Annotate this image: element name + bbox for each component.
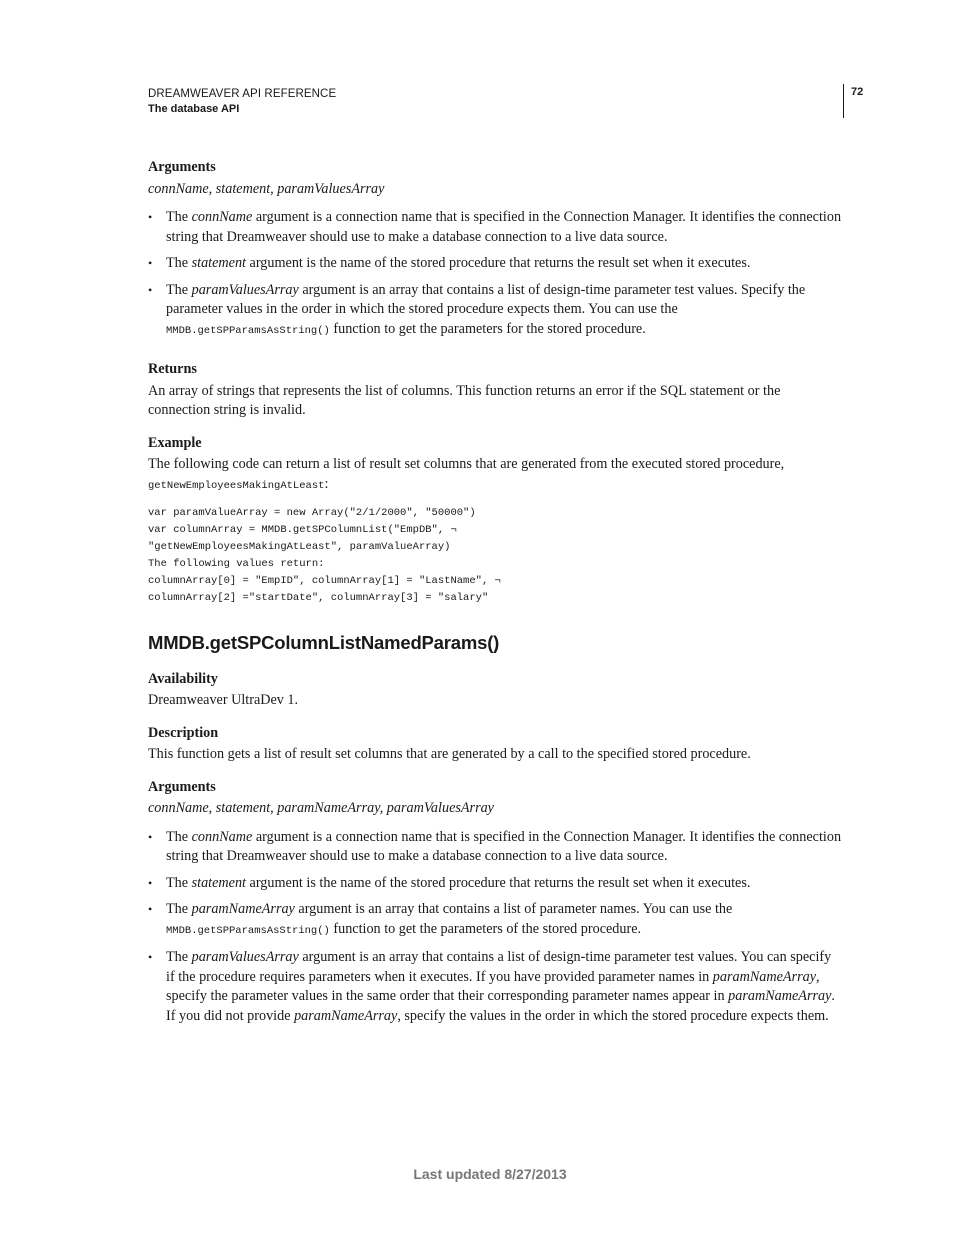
description-text: This function gets a list of result set columns that are generated by a call to the specified stored procedure. xyxy=(148,746,751,762)
footer-last-updated: Last updated 8/27/2013 xyxy=(413,1166,567,1182)
term: paramNameArray xyxy=(712,968,817,985)
arguments-list: connName, statement, paramNameArray, paramValuesArray xyxy=(148,800,494,816)
term: paramNameArray xyxy=(728,988,832,1004)
term: connName xyxy=(191,828,253,845)
function-title: MMDB.getSPColumnListNamedParams() xyxy=(148,632,500,653)
header-divider xyxy=(843,84,844,118)
term: paramValuesArray xyxy=(191,949,299,965)
term: paramNameArray xyxy=(191,901,295,917)
arguments-heading: Arguments xyxy=(148,778,216,795)
list-item: • The paramNameArray argument is an array that contains a list of parameter names. You can use the MMDB.getSPParamsAsString() function to get the parameters of the stored procedure. xyxy=(148,900,843,941)
inline-code: MMDB.getSPParamsAsString() xyxy=(166,924,330,937)
inline-code: MMDB.getSPParamsAsString() xyxy=(166,324,330,337)
arguments-bullets xyxy=(148,208,843,341)
inline-code: getNewEmployeesMakingAtLeast xyxy=(148,479,325,492)
list-item: • The statement argument is the name of the stored procedure that returns the result set when it executes. xyxy=(148,254,843,274)
list-item: • The paramValuesArray argument is an array that contains a list of design-time parameter test values. You can specify if the procedure requires parameters when it executes. If you have provided parameter names in paramNameArray, specify the parameter values in the same order that their corresponding parameter names appear in paramNameArray. If you did not provide paramNameArray, specify the values in the order in which the stored procedure expects them. xyxy=(148,948,843,1026)
arguments-heading: Arguments xyxy=(148,159,216,175)
term: connName xyxy=(191,209,253,225)
availability-heading: Availability xyxy=(148,670,218,687)
running-header-subtitle: The database API xyxy=(148,103,240,115)
code-block: var paramValueArray = new Array("2/1/2000", "50000") var columnArray = MMDB.getSPColumnList("EmpDB", ¬ "getNewEmployeesMakingAtLeast", paramValueArray) The following values return: columnArray[0] = "EmpID", columnArray[1] = "LastName", ¬ columnArray[2] ="startDate", columnArray[3] = "salary" xyxy=(148,507,501,604)
page-content xyxy=(148,158,843,1033)
returns-text: An array of strings that represents the list of columns. This function returns an error if the SQL statement or the connection string is invalid. xyxy=(148,382,781,418)
term: statement xyxy=(191,874,246,891)
availability-text: Dreamweaver UltraDev 1. xyxy=(148,692,299,708)
arguments-bullets xyxy=(148,828,843,1027)
description-heading: Description xyxy=(148,724,219,741)
example-heading: Example xyxy=(148,434,202,451)
example-text: The following code can return a list of result set columns that are generated from the executed stored procedure, getNewEmployeesMakingAtLeast: xyxy=(148,456,785,492)
term: statement xyxy=(191,255,246,271)
running-header-title: DREAMWEAVER API REFERENCE xyxy=(148,88,337,100)
term: paramValuesArray xyxy=(191,281,299,298)
list-item: • The paramValuesArray argument is an array that contains a list of design-time parameter test values. Specify the parameter values in the order in which the stored procedure expects them. You can use the MMDB.getSPParamsAsString() function to get the parameters for the stored procedure. xyxy=(148,281,843,342)
page-number: 72 xyxy=(851,86,864,98)
arguments-list: connName, statement, paramValuesArray xyxy=(148,180,385,197)
list-item: • The connName argument is a connection name that is specified in the Connection Manager. It identifies the connection string that Dreamweaver should use to make a database connection to a live data source. xyxy=(148,208,843,247)
term: paramNameArray xyxy=(294,1007,398,1024)
list-item: • The connName argument is a connection name that is specified in the Connection Manager. It identifies the connection string that Dreamweaver should use to make a database connection to a live data source. xyxy=(148,828,843,867)
returns-heading: Returns xyxy=(148,361,197,377)
list-item: • The statement argument is the name of the stored procedure that returns the result set when it executes. xyxy=(148,874,843,894)
